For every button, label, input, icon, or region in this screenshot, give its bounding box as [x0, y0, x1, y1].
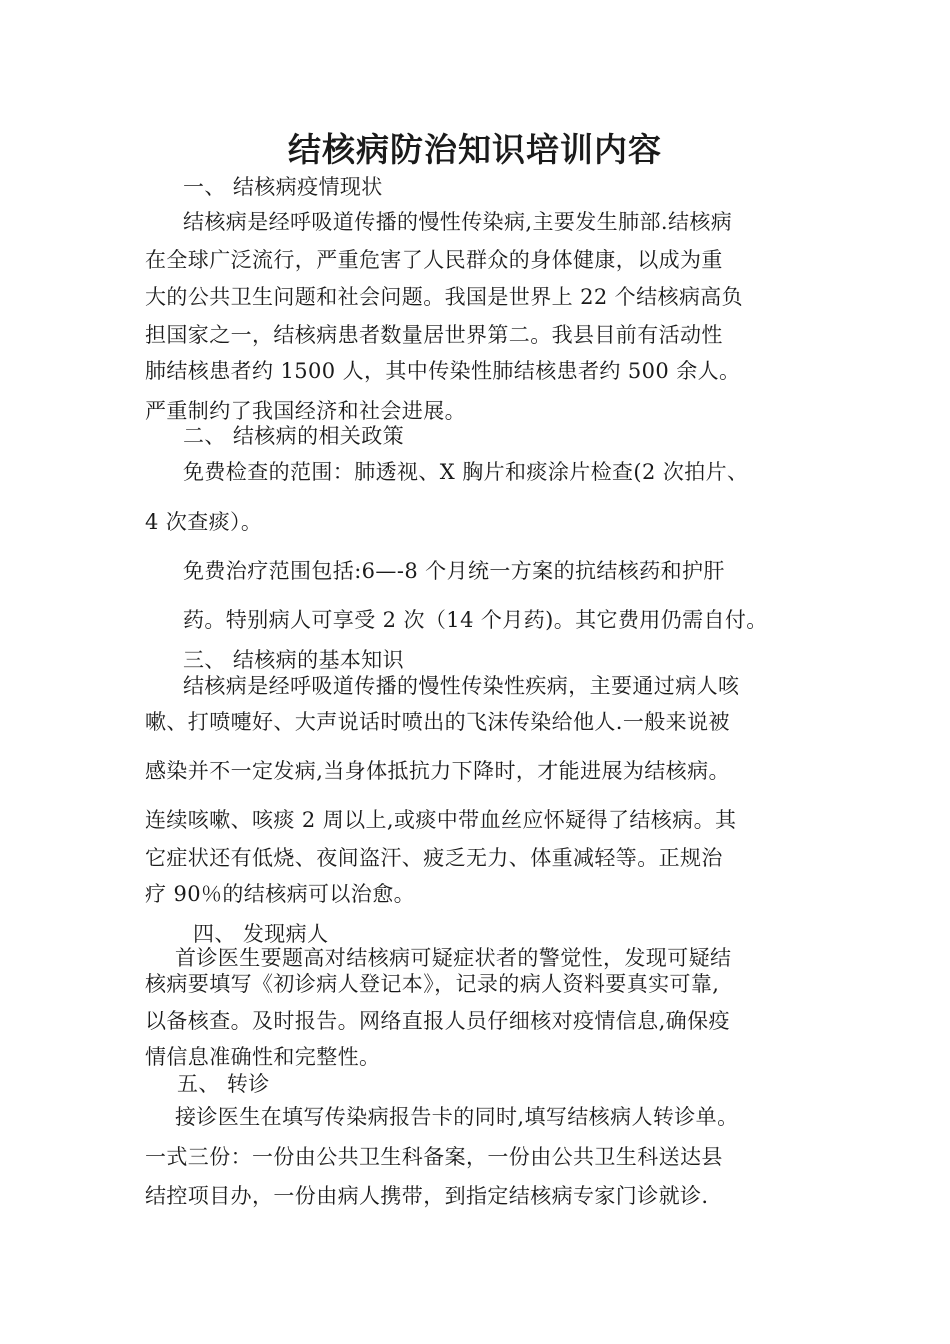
paragraph-line: 感染并不一定发病,当身体抵抗力下降时，才能进展为结核病。	[145, 759, 730, 783]
paragraph-line: 以备核查。及时报告。网络直报人员仔细核对疫情信息,确保疫	[145, 1009, 730, 1033]
section-heading-3: 三、 结核病的基本知识	[183, 648, 405, 672]
paragraph-line: 结控项目办，一份由病人携带，到指定结核病专家门诊就诊.	[145, 1184, 709, 1208]
document-title: 结核病防治知识培训内容	[288, 130, 662, 169]
paragraph-line: 情信息准确性和完整性。	[145, 1045, 381, 1069]
paragraph-line: 4 次查痰）。	[145, 510, 263, 534]
paragraph-line: 核病要填写《初诊病人登记本》，记录的病人资料要真实可靠,	[145, 972, 720, 996]
paragraph-line: 一式三份：一份由公共卫生科备案，一份由公共卫生科送达县	[145, 1145, 723, 1169]
paragraph-line: 严重制约了我国经济和社会进展。	[145, 399, 466, 423]
paragraph-line: 肺结核患者约 1500 人，其中传染性肺结核患者约 500 余人。	[145, 359, 741, 383]
paragraph-line: 免费检查的范围：肺透视、X 胸片和痰涂片检查(2 次拍片、	[183, 460, 749, 484]
paragraph-line: 大的公共卫生问题和社会问题。我国是世界上 22 个结核病高负	[145, 285, 744, 309]
paragraph-line: 担国家之一，结核病患者数量居世界第二。我县目前有活动性	[145, 323, 723, 347]
paragraph-line: 药。特别病人可享受 2 次（14 个月药)。其它费用仍需自付。	[183, 608, 768, 632]
section-heading-1: 一、 结核病疫情现状	[183, 175, 383, 199]
paragraph-line: 疗 90％的结核病可以治愈。	[145, 882, 415, 906]
paragraph-line: 在全球广泛流行，严重危害了人民群众的身体健康，以成为重	[145, 248, 723, 272]
paragraph-line: 它症状还有低烧、夜间盗汗、疲乏无力、体重减轻等。正规治	[145, 846, 723, 870]
paragraph-line: 结核病是经呼吸道传播的慢性传染性疾病，主要通过病人咳	[183, 674, 740, 698]
paragraph-line: 首诊医生要题高对结核病可疑症状者的警觉性，发现可疑结	[175, 946, 732, 970]
section-heading-4: 四、 发现病人	[193, 922, 329, 946]
paragraph-line: 连续咳嗽、咳痰 2 周以上,或痰中带血丝应怀疑得了结核病。其	[145, 808, 737, 832]
paragraph-line: 嗽、打喷嚏好、大声说话时喷出的飞沫传染给他人.一般来说被	[145, 710, 730, 734]
paragraph-line: 免费治疗范围包括:6—-8 个月统一方案的抗结核药和护肝	[183, 559, 725, 583]
paragraph-line: 接诊医生在填写传染病报告卡的同时,填写结核病人转诊单。	[175, 1105, 739, 1129]
section-heading-2: 二、 结核病的相关政策	[183, 424, 405, 448]
paragraph-line: 结核病是经呼吸道传播的慢性传染病,主要发生肺部.结核病	[183, 210, 733, 234]
section-heading-5: 五、 转诊	[177, 1072, 270, 1096]
